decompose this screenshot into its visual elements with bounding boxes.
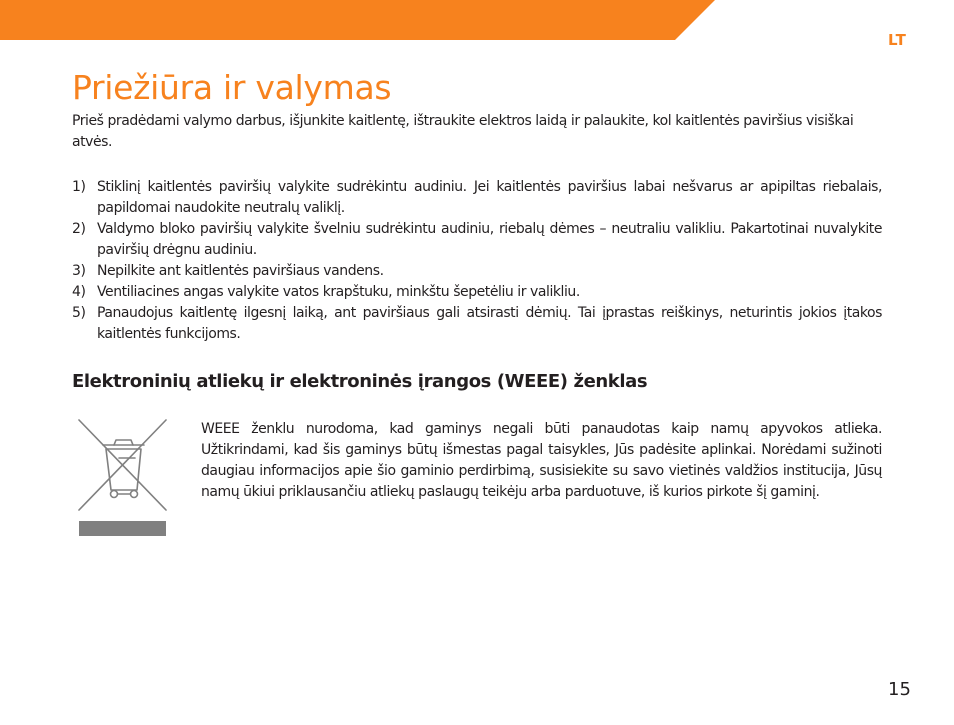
list-item [72, 303, 882, 345]
list-item-text: Panaudojus kaitlentę ilgesnį laiką, ant paviršiaus gali atsirasti dėmių. Tai įprastas reiškinys, neturintis jokios įtakos kaitlentės funkcijoms. [97, 305, 882, 342]
list-item-text: Ventiliacines angas valykite vatos krapštuku, minkštu šepetėliu ir valikliu. [97, 284, 580, 300]
list-item-number: 3) [72, 263, 86, 279]
page-title: Priežiūra ir valymas [72, 68, 392, 107]
crossed-out-wheelie-bin-icon [78, 418, 167, 536]
weee-heading: Elektroninių atliekų ir elektroninės įrangos (WEEE) ženklas [72, 371, 648, 392]
list-item-number: 4) [72, 284, 86, 300]
list-item-number: 2) [72, 221, 86, 237]
header-banner [0, 0, 715, 40]
cleaning-steps-list [72, 177, 882, 345]
weee-paragraph: WEEE ženklu nurodoma, kad gaminys negali būti panaudotas kaip namų apyvokos atlieka. Užtikrindami, kad šis gaminys būtų išmestas pagal taisykles, Jūs padėsite aplinkai. Norėdami sužinoti daugiau informacijos apie šio gaminio perdirbimą, susisiekite su savo vietinės valdžios institucija, Jūsų namų ūkiui priklausančiu atliekų paslaugų teikėju arba parduotuve, iš kurios pirkote šį gaminį. [201, 421, 882, 500]
list-item-number: 5) [72, 305, 86, 321]
list-item-text: Nepilkite ant kaitlentės paviršiaus vandens. [97, 263, 384, 279]
page-number: 15 [888, 679, 911, 700]
list-item-text: Valdymo bloko paviršių valykite švelniu sudrėkintu audiniu, riebalų dėmes – neutraliu valikliu. Pakartotinai nuvalykite paviršių drėgnu audiniu. [97, 221, 882, 258]
list-item-text: Stiklinį kaitlentės paviršių valykite sudrėkintu audiniu. Jei kaitlentės paviršius labai nešvarus ar apipiltas riebalais, papildomai naudokite neutralų valiklį. [97, 179, 882, 216]
list-item-number: 1) [72, 179, 86, 195]
language-code: LT [888, 31, 907, 49]
intro-paragraph: Prieš pradėdami valymo darbus, išjunkite kaitlentę, ištraukite elektros laidą ir palaukite, kol kaitlentės paviršius visiškai atvės. [72, 113, 854, 150]
list-item [72, 282, 882, 303]
list-item [72, 177, 882, 219]
list-item [72, 261, 882, 282]
list-item [72, 219, 882, 261]
